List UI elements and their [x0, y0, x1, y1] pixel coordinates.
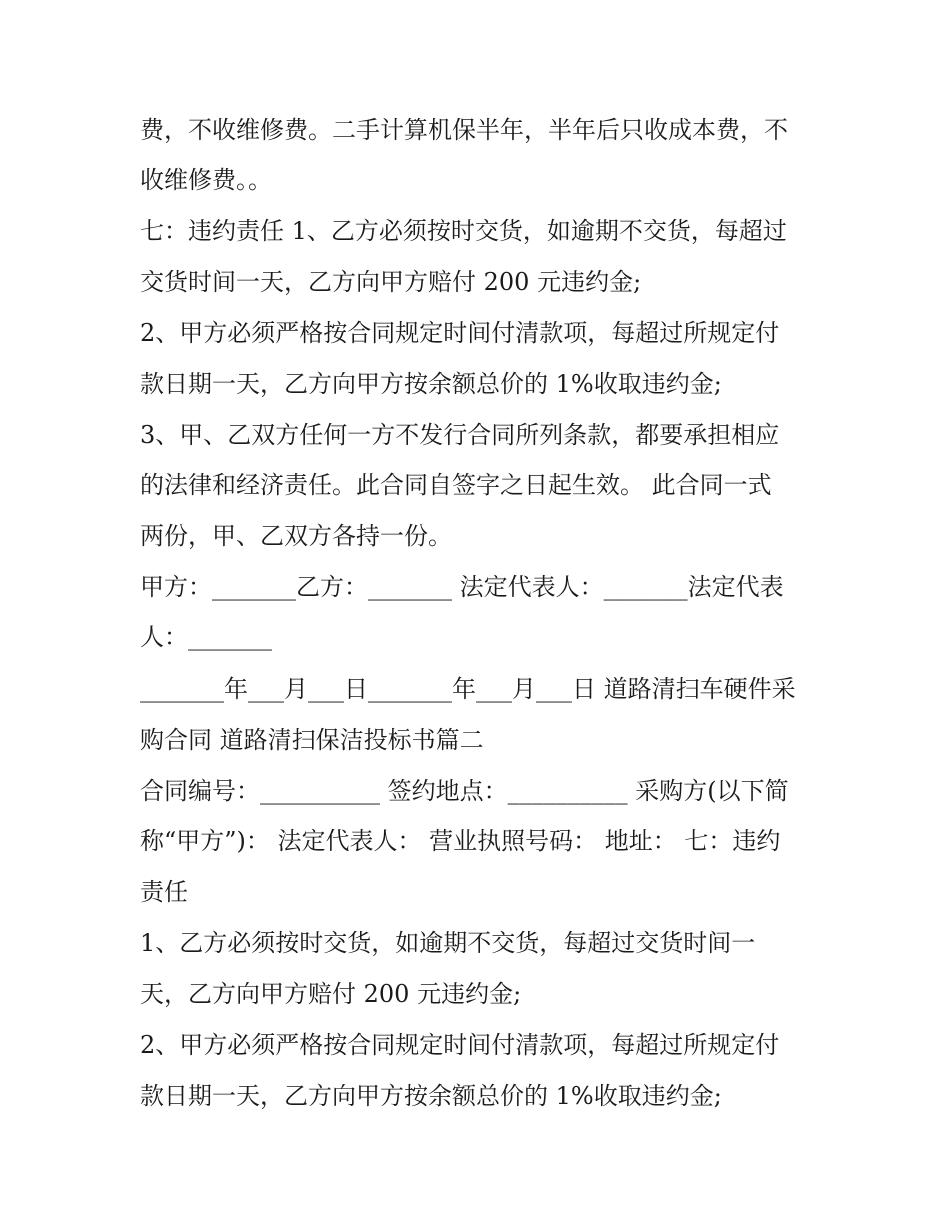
text-line: _______年___月___日_______年___月___日 道路清扫车硬件采: [140, 675, 796, 703]
text-line: 七：违约责任 1、乙方必须按时交货，如逾期不交货，每超过: [140, 217, 787, 245]
text-line: 合同编号：__________ 签约地点：__________ 采购方(以下简: [140, 777, 789, 805]
text-line: 1、乙方必须按时交货，如逾期不交货，每超过交货时间一: [140, 929, 756, 957]
text-line: 2、甲方必须严格按合同规定时间付清款项，每超过所规定付: [140, 319, 780, 347]
text-line: 2、甲方必须严格按合同规定时间付清款项，每超过所规定付: [140, 1031, 780, 1059]
text-line: 天，乙方向甲方赔付 200 元违约金;: [140, 980, 522, 1008]
text-line: 责任: [140, 878, 188, 906]
text-line: 款日期一天，乙方向甲方按余额总价的 1%收取违约金;: [140, 370, 722, 398]
text-line: 的法律和经济责任。此合同自签字之日起生效。 此合同一式: [140, 471, 772, 499]
text-line: 3、甲、乙双方任何一方不发行合同所列条款，都要承担相应: [140, 421, 780, 449]
text-line: 人：_______: [140, 623, 272, 651]
text-line: 费，不收维修费。二手计算机保半年，半年后只收成本费，不: [140, 116, 788, 144]
text-line: 款日期一天，乙方向甲方按余额总价的 1%收取违约金;: [140, 1082, 722, 1110]
text-line: 称“甲方”)： 法定代表人： 营业执照号码： 地址： 七：违约: [140, 827, 781, 855]
text-line: 甲方：_______乙方：_______ 法定代表人：_______法定代表: [140, 573, 784, 601]
text-line: 两份，甲、乙双方各持一份。: [140, 522, 452, 550]
text-line: 交货时间一天，乙方向甲方赔付 200 元违约金;: [140, 268, 642, 296]
text-line: 购合同 道路清扫保洁投标书篇二: [140, 726, 484, 754]
text-line: 收维修费。。: [140, 166, 272, 194]
